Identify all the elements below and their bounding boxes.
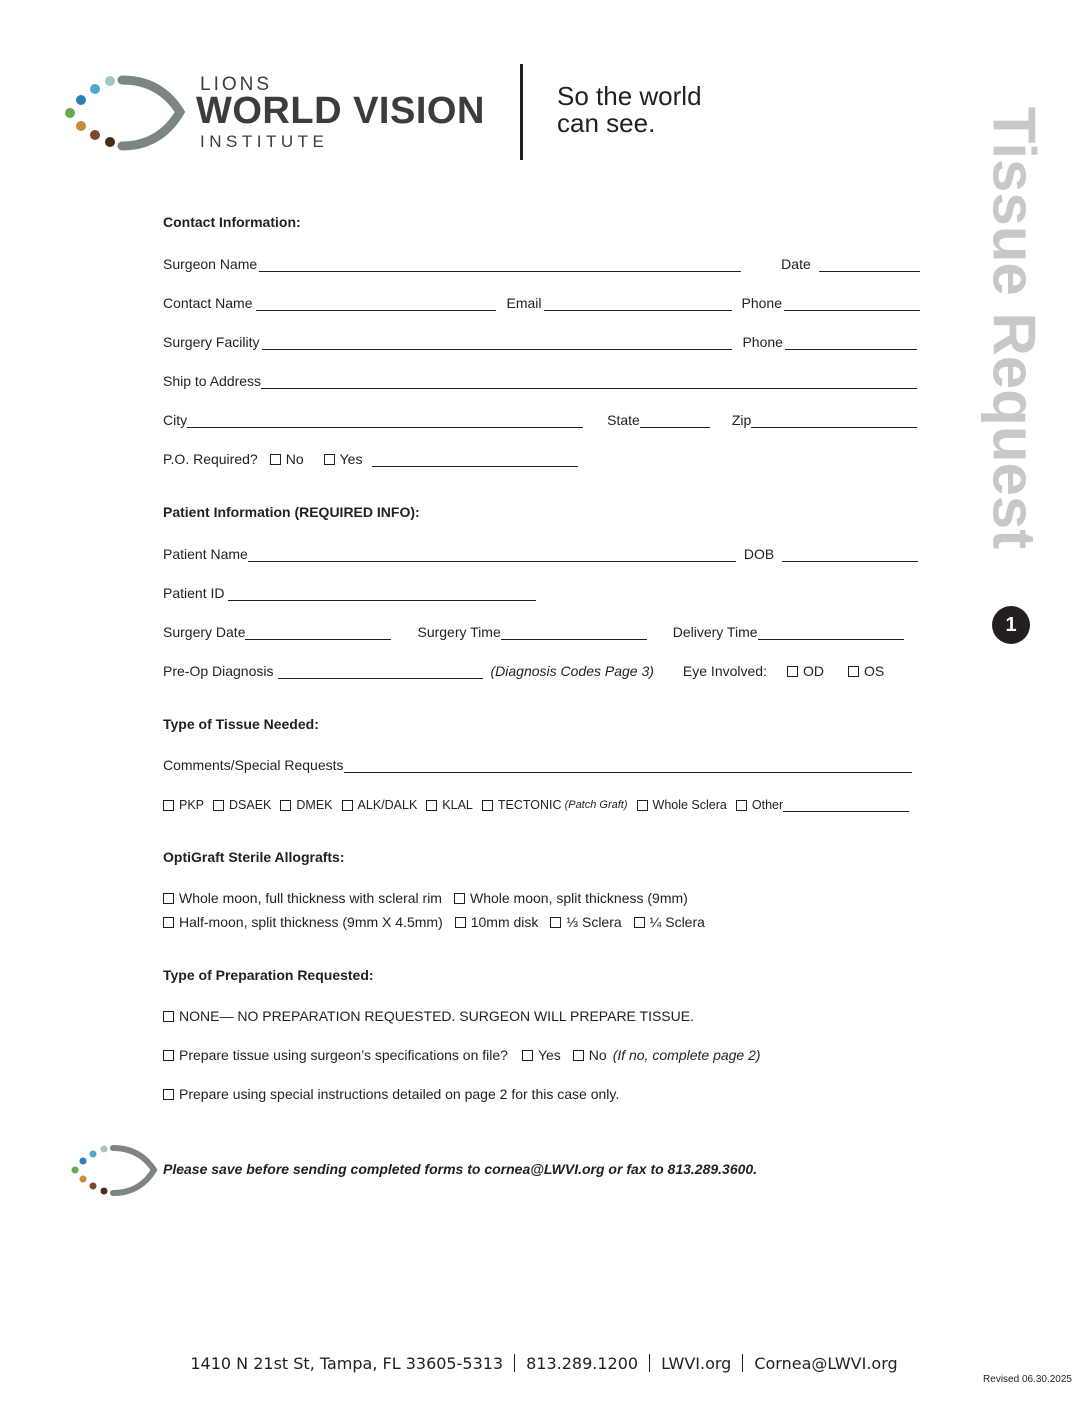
prep-specs-checkbox[interactable] [163, 1050, 174, 1061]
footer-separator [742, 1354, 743, 1372]
optigraft-10mm-disk-checkbox[interactable] [455, 917, 466, 928]
surgery-date-field[interactable] [245, 625, 391, 640]
patient-id-field[interactable] [228, 586, 536, 601]
prep-specs-label: Prepare tissue using surgeon’s specifications on file? [179, 1047, 508, 1063]
tissue-option-label: ALK/DALK [357, 798, 418, 812]
row-comments [163, 753, 931, 773]
brand-institute: INSTITUTE [200, 132, 329, 151]
row-tissue-options [163, 792, 931, 812]
logo-eye-icon [60, 70, 190, 160]
patient-id-label: Patient ID [163, 585, 225, 601]
row-patient-name [163, 542, 931, 562]
other-field[interactable] [783, 797, 909, 812]
tissue-pkp-checkbox[interactable] [163, 800, 174, 811]
tissue-klal-checkbox[interactable] [426, 800, 437, 811]
ship-to-label: Ship to Address [163, 373, 262, 389]
footer-phone: 813.289.1200 [526, 1354, 639, 1373]
row-contact [163, 291, 931, 311]
diag-codes-note: (Diagnosis Codes Page 3) [490, 663, 654, 679]
date-field[interactable] [819, 257, 920, 272]
po-yes-checkbox[interactable] [324, 454, 335, 465]
po-number-field[interactable] [372, 452, 578, 467]
eye-involved-label: Eye Involved: [682, 663, 767, 679]
tissue-option-label: DMEK [296, 798, 333, 812]
optigraft-option-label: ¼ Sclera [649, 914, 705, 930]
eye-os-label: OS [863, 663, 885, 679]
small-logo-dot [90, 1151, 97, 1158]
email-label: Email [506, 295, 542, 311]
row-facility [163, 330, 931, 350]
tissue-heading: Type of Tissue Needed: [163, 716, 319, 732]
row-ship [163, 369, 931, 389]
footer-address: 1410 N 21st St, Tampa, FL 33605-5313 [190, 1354, 504, 1373]
optigraft-third-sclera-checkbox[interactable] [550, 917, 561, 928]
zip-field[interactable] [751, 413, 917, 428]
optigraft-option-label: ⅓ Sclera [566, 914, 622, 930]
tissue-dmek-checkbox[interactable] [280, 800, 291, 811]
logo-dot [76, 95, 86, 105]
surgery-date-label: Surgery Date [163, 624, 246, 640]
tagline-line-2: can see. [557, 108, 656, 138]
row-optigraft-1 [163, 886, 931, 906]
city-label: City [163, 412, 188, 428]
row-optigraft-2 [163, 910, 931, 930]
whole-sclera-label: Whole Sclera [652, 798, 727, 812]
small-logo-dot [72, 1167, 79, 1174]
state-field[interactable] [640, 413, 710, 428]
zip-label: Zip [731, 412, 752, 428]
contact-heading: Contact Information: [163, 214, 301, 230]
city-field[interactable] [187, 413, 583, 428]
patient-name-field[interactable] [248, 547, 736, 562]
surgeon-name-field[interactable] [259, 257, 741, 272]
optigraft-whole-split-checkbox[interactable] [454, 893, 465, 904]
other-label: Other [751, 798, 784, 812]
prep-specs-no-label: No [588, 1047, 607, 1063]
surgery-facility-field[interactable] [262, 335, 732, 350]
row-prep-none [163, 1004, 931, 1024]
prep-specs-yes-checkbox[interactable] [522, 1050, 533, 1061]
small-logo-dot [80, 1158, 87, 1165]
eye-od-checkbox[interactable] [787, 666, 798, 677]
logo-dot [65, 108, 75, 118]
preop-label: Pre-Op Diagnosis [163, 663, 274, 679]
optigraft-half-moon-checkbox[interactable] [163, 917, 174, 928]
contact-name-label: Contact Name [163, 295, 253, 311]
logo-dot [105, 137, 115, 147]
facility-phone-label: Phone [742, 334, 783, 350]
comments-field[interactable] [344, 758, 912, 773]
revised-date: Revised 06.30.2025 [983, 1374, 1072, 1385]
logo-dot [105, 76, 115, 86]
small-logo-dot [101, 1188, 108, 1195]
prep-if-no-note: (If no, complete page 2) [612, 1047, 761, 1063]
row-surgeon [163, 252, 931, 272]
contact-name-field[interactable] [256, 296, 496, 311]
tectonic-label: TECTONIC [497, 798, 562, 812]
po-no-checkbox[interactable] [270, 454, 281, 465]
prep-none-checkbox[interactable] [163, 1011, 174, 1022]
logo-dot [76, 121, 86, 131]
optigraft-option-label: Whole moon, split thickness (9mm) [469, 890, 688, 906]
phone-label: Phone [741, 295, 782, 311]
header-divider [520, 64, 523, 160]
footer-separator [649, 1354, 650, 1372]
small-logo-dot [101, 1146, 108, 1153]
tagline-line-1: So the world [557, 81, 702, 111]
preop-field[interactable] [278, 664, 483, 679]
tissue-dsaek-checkbox[interactable] [213, 800, 224, 811]
eye-od-label: OD [802, 663, 824, 679]
tissue-alk-dalk-checkbox[interactable] [342, 800, 353, 811]
row-city [163, 408, 931, 428]
optigraft-option-label: Whole moon, full thickness with scleral rim [179, 890, 442, 906]
eye-os-checkbox[interactable] [848, 666, 859, 677]
prep-heading: Type of Preparation Requested: [163, 967, 374, 983]
dob-field[interactable] [782, 547, 918, 562]
comments-label: Comments/Special Requests [163, 757, 344, 773]
tissue-option-label: PKP [179, 798, 205, 812]
row-preop [163, 659, 931, 679]
surgery-time-label: Surgery Time [417, 624, 501, 640]
tissue-whole-sclera-checkbox[interactable] [637, 800, 648, 811]
delivery-time-field[interactable] [758, 625, 904, 640]
save-note: Please save before sending completed forms to cornea@LWVI.org or fax to 813.289.3600. [163, 1161, 758, 1177]
page-number-badge: 1 [992, 606, 1030, 644]
phone-field[interactable] [784, 296, 920, 311]
dob-label: DOB [743, 546, 775, 562]
footer [0, 1354, 1088, 1373]
footer-web[interactable]: LWVI.org [661, 1354, 732, 1373]
po-yes-label: Yes [339, 451, 363, 467]
optigraft-option-label: 10mm disk [470, 914, 539, 930]
tissue-tectonic-checkbox[interactable] [482, 800, 493, 811]
date-label: Date [781, 256, 811, 272]
tissue-option-label: KLAL [442, 798, 473, 812]
patient-heading: Patient Information (REQUIRED INFO): [163, 504, 420, 520]
small-logo [68, 1143, 160, 1199]
brand-world-vision: WORLD VISION [196, 90, 485, 132]
facility-phone-field[interactable] [785, 335, 917, 350]
email-field[interactable] [544, 296, 732, 311]
prep-specs-yes-label: Yes [537, 1047, 561, 1063]
tissue-other-checkbox[interactable] [736, 800, 747, 811]
surgery-facility-label: Surgery Facility [163, 334, 260, 350]
row-surgery-times [163, 620, 931, 640]
small-logo-eye-icon [68, 1143, 160, 1199]
small-logo-dot [80, 1176, 87, 1183]
prep-special-label: Prepare using special instructions detailed on page 2 for this case only. [179, 1086, 620, 1102]
row-prep-special [163, 1082, 931, 1102]
patch-graft-note: (Patch Graft) [564, 799, 628, 811]
vertical-title: Tissue Request [980, 106, 1048, 550]
row-po [163, 447, 931, 467]
footer-email[interactable]: Cornea@LWVI.org [754, 1354, 898, 1373]
patient-name-label: Patient Name [163, 546, 248, 562]
small-logo-dot [90, 1183, 97, 1190]
state-label: State [607, 412, 640, 428]
footer-separator [514, 1354, 515, 1372]
optigraft-option-label: Half-moon, split thickness (9mm X 4.5mm) [179, 914, 443, 930]
prep-none-label: NONE— NO PREPARATION REQUESTED. SURGEON WILL PREPARE TISSUE. [179, 1008, 694, 1024]
brand-lions: LIONS [200, 74, 273, 95]
logo-dot [90, 130, 100, 140]
prep-specs-no-checkbox[interactable] [573, 1050, 584, 1061]
logo-dot [90, 84, 100, 94]
logo [60, 70, 190, 160]
surgeon-name-label: Surgeon Name [163, 256, 258, 272]
po-no-label: No [285, 451, 304, 467]
delivery-time-label: Delivery Time [672, 624, 758, 640]
row-prep-specs [163, 1043, 931, 1063]
surgery-time-field[interactable] [501, 625, 647, 640]
po-required-label: P.O. Required? [163, 451, 258, 467]
optigraft-quarter-sclera-checkbox[interactable] [634, 917, 645, 928]
ship-to-field[interactable] [261, 374, 917, 389]
optigraft-heading: OptiGraft Sterile Allografts: [163, 849, 345, 865]
prep-special-checkbox[interactable] [163, 1089, 174, 1100]
tissue-option-label: DSAEK [229, 798, 272, 812]
row-patient-id [163, 581, 931, 601]
optigraft-whole-full-checkbox[interactable] [163, 893, 174, 904]
